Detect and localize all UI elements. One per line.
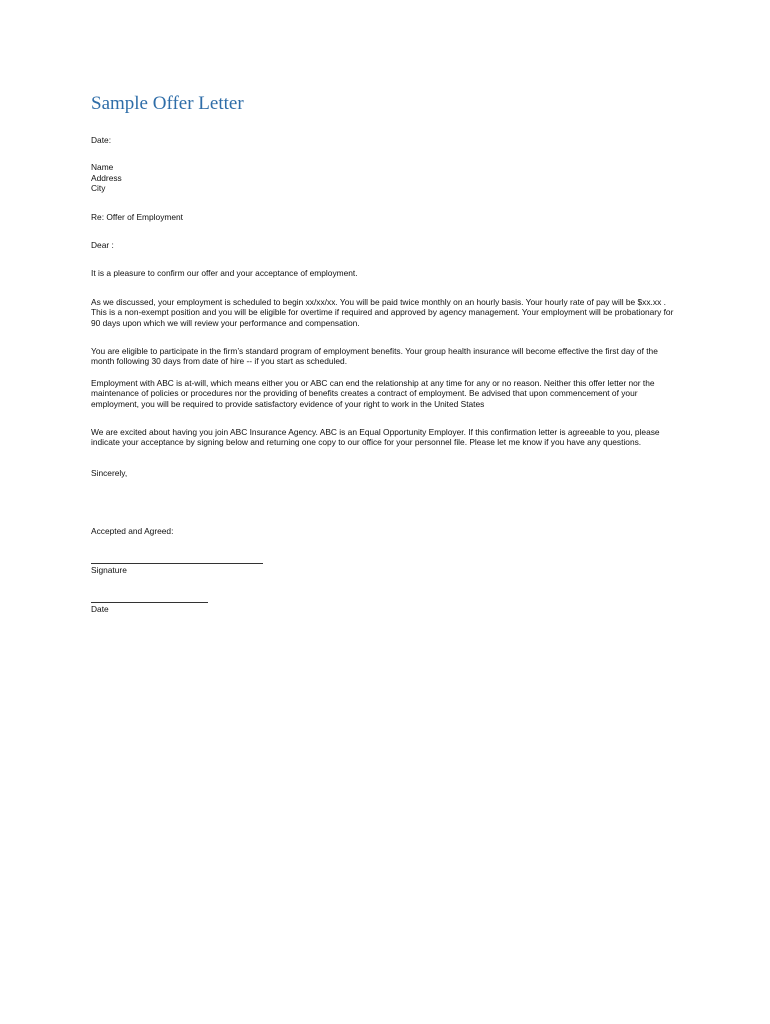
paragraph-at-will: Employment with ABC is at-will, which means either you or ABC can end the relationship at any time for any or no reason. Neither this offer letter nor the maintenance of policies or procedures nor the providing of benefits creates a contract of employment. Be advised that upon commencement of your employment, you will be required to provide satisfactory evidence of your right to work in the United States bbox=[91, 378, 655, 409]
paragraph-acceptance: We are excited about having you join ABC Insurance Agency. ABC is an Equal Opportunity Employer. If this confirmation letter is agreeable to you, please indicate your acceptance by signing below and returning one copy to our office for your personnel file. Please let me know if you have any questions. bbox=[91, 427, 660, 448]
closing: Sincerely, bbox=[91, 468, 128, 478]
salutation: Dear : bbox=[91, 240, 114, 250]
recipient-city: City bbox=[91, 183, 106, 193]
signature-label: Signature bbox=[91, 565, 127, 575]
date-label: Date: bbox=[91, 135, 112, 145]
paragraph-confirmation: It is a pleasure to confirm our offer and your acceptance of employment. bbox=[91, 268, 358, 278]
date-sign-label: Date bbox=[91, 604, 109, 614]
re-line: Re: Offer of Employment bbox=[91, 212, 184, 222]
paragraph-benefits: You are eligible to participate in the firm’s standard program of employment benefits. Your group health insurance will become effective the first day of the month following 30 days from date of hire -- if you start as scheduled. bbox=[91, 346, 658, 367]
letter-title: Sample Offer Letter bbox=[91, 93, 244, 114]
recipient-address: Address bbox=[91, 172, 122, 183]
paragraph-schedule-pay: As we discussed, your employment is scheduled to begin xx/xx/xx. You will be paid twice monthly on an hourly basis. Your hourly rate of pay will be $xx.xx . This is a non-exempt position and you will be eligible for overtime if required and approved by agency management. Your employment will be probationary for 90 days upon which we will review your performance and compensation. bbox=[91, 297, 674, 328]
signature-line bbox=[91, 563, 263, 564]
date-signature-line bbox=[91, 602, 208, 603]
accepted-label: Accepted and Agreed: bbox=[91, 526, 174, 536]
recipient-name: Name bbox=[91, 162, 114, 172]
